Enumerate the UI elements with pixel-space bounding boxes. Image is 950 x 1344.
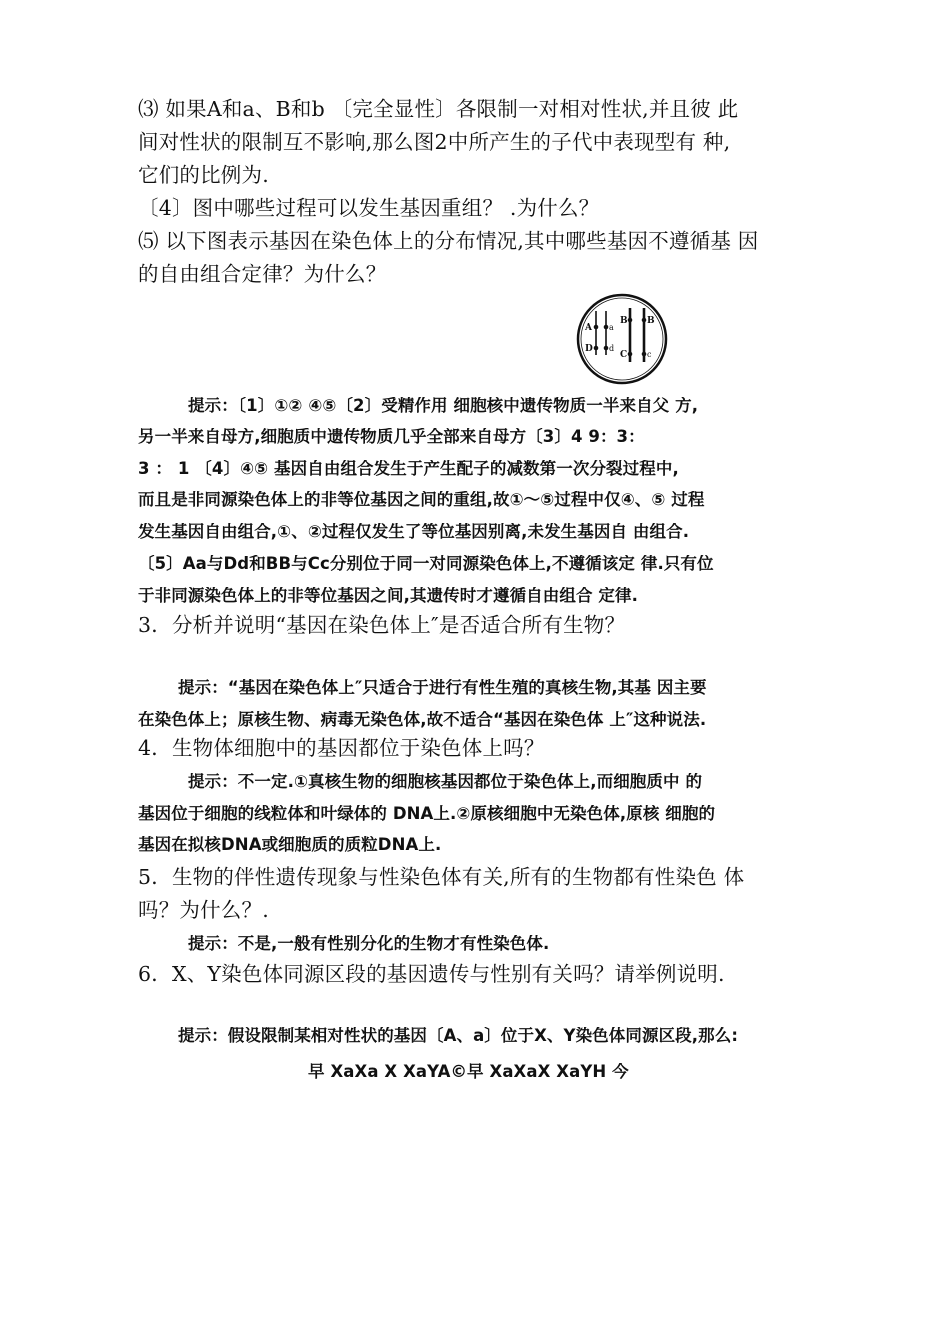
label-a: a [609,323,614,332]
hint-1-line-7: 于非同源染色体上的非等位基因之间,其遗传时才遵循自由组合 定律. [138,587,638,605]
hint-1-line-4: 而且是非同源染色体上的非等位基因之间的重组,故①～⑤过程中仅④、⑤ 过程 [138,491,705,509]
cell-outline [578,295,666,383]
hint-1-line-2: 另一半来自母方,细胞质中遗传物质几乎全部来自母方〔3〕4 9：3： [138,428,645,446]
hint-3-line-1: 提示：不一定.①真核生物的细胞核基因都位于染色体上,而细胞质中 的 [188,773,703,791]
hint-3-line-2: 基因位于细胞的线粒体和叶绿体的 DNA上.②原核细胞中无染色体,原核 细胞的 [138,805,716,823]
label-D: D [585,344,593,354]
label-c: c [647,350,652,359]
gene-locus-D [594,346,599,351]
label-C: C [620,350,628,360]
question-5-line-1: ⑸ 以下图表示基因在染色体上的分布情况,其中哪些基因不遵循基 因 [138,230,759,253]
hint-1-line-6: 〔5〕Aa与Dd和BB与Cc分别位于同一对同源染色体上,不遵循该定 律.只有位 [138,555,714,573]
question-8-line-1: 5．生物的伴性遗传现象与性染色体有关,所有的生物都有性染色 体 [138,866,745,889]
hint-2-line-1: 提示：“基因在染色体上″只适合于进行有性生殖的真核生物,其基 因主要 [178,679,707,697]
chromosome-gene-diagram [575,292,670,387]
question-9-line-1: 6．X、Y染色体同源区段的基因遗传与性别有关吗？请举例说明. [138,963,725,986]
hint-3-line-3: 基因在拟核DNA或细胞质的质粒DNA上. [138,836,442,854]
gene-locus-a [604,325,609,330]
question-3-line-2: 间对性状的限制互不影响,那么图2中所产生的子代中表现型有 种, [138,131,731,154]
cell-inner-outline [581,298,663,380]
hint-5-line-1: 提示：假设限制某相对性状的基因〔A、a〕位于X、Y染色体同源区段,那么: [178,1027,739,1045]
question-6-line-1: 3．分析并说明“基因在染色体上″是否适合所有生物？ [138,614,626,637]
question-3-line-3: 它们的比例为. [138,164,269,187]
gene-locus-B1 [628,318,633,323]
question-3-line-1: ⑶ 如果A和a、B和b 〔完全显性〕各限制一对相对性状,并且彼 此 [138,98,739,121]
hint-5-genotype-line: 早 XaXa X XaYA©早 XaXaX XaYH 今 [308,1063,629,1081]
label-B2: B [647,316,655,326]
question-7-line-1: 4．生物体细胞中的基因都位于染色体上吗？ [138,737,545,760]
hint-1-line-3: 3 ： 1 〔4〕④⑤ 基因自由组合发生于产生配子的减数第一次分裂过程中, [138,460,679,478]
question-8-line-2: 吗？为什么？. [138,899,269,922]
gene-locus-c [642,352,647,357]
label-B1: B [620,316,628,326]
gene-locus-B2 [642,318,647,323]
hint-1-line-1: 提示：〔1〕①② ④⑤〔2〕受精作用 细胞核中遗传物质一半来自父 方, [188,397,699,415]
gene-locus-C [628,352,633,357]
gene-locus-d [604,346,609,351]
label-A: A [585,323,592,333]
question-4-line-1: 〔4〕图中哪些过程可以发生基因重组？ .为什么？ [138,197,600,220]
question-5-line-2: 的自由组合定律？为什么？ [138,263,387,286]
hint-4-line-1: 提示：不是,一般有性别分化的生物才有性染色体. [188,935,550,953]
label-d: d [609,344,615,353]
gene-locus-A [594,325,599,330]
hint-1-line-5: 发生基因自由组合,①、②过程仅发生了等位基因别离,未发生基因自 由组合. [138,523,690,541]
hint-2-line-2: 在染色体上；原核生物、病毒无染色体,故不适合“基因在染色体 上″这种说法. [138,711,707,729]
